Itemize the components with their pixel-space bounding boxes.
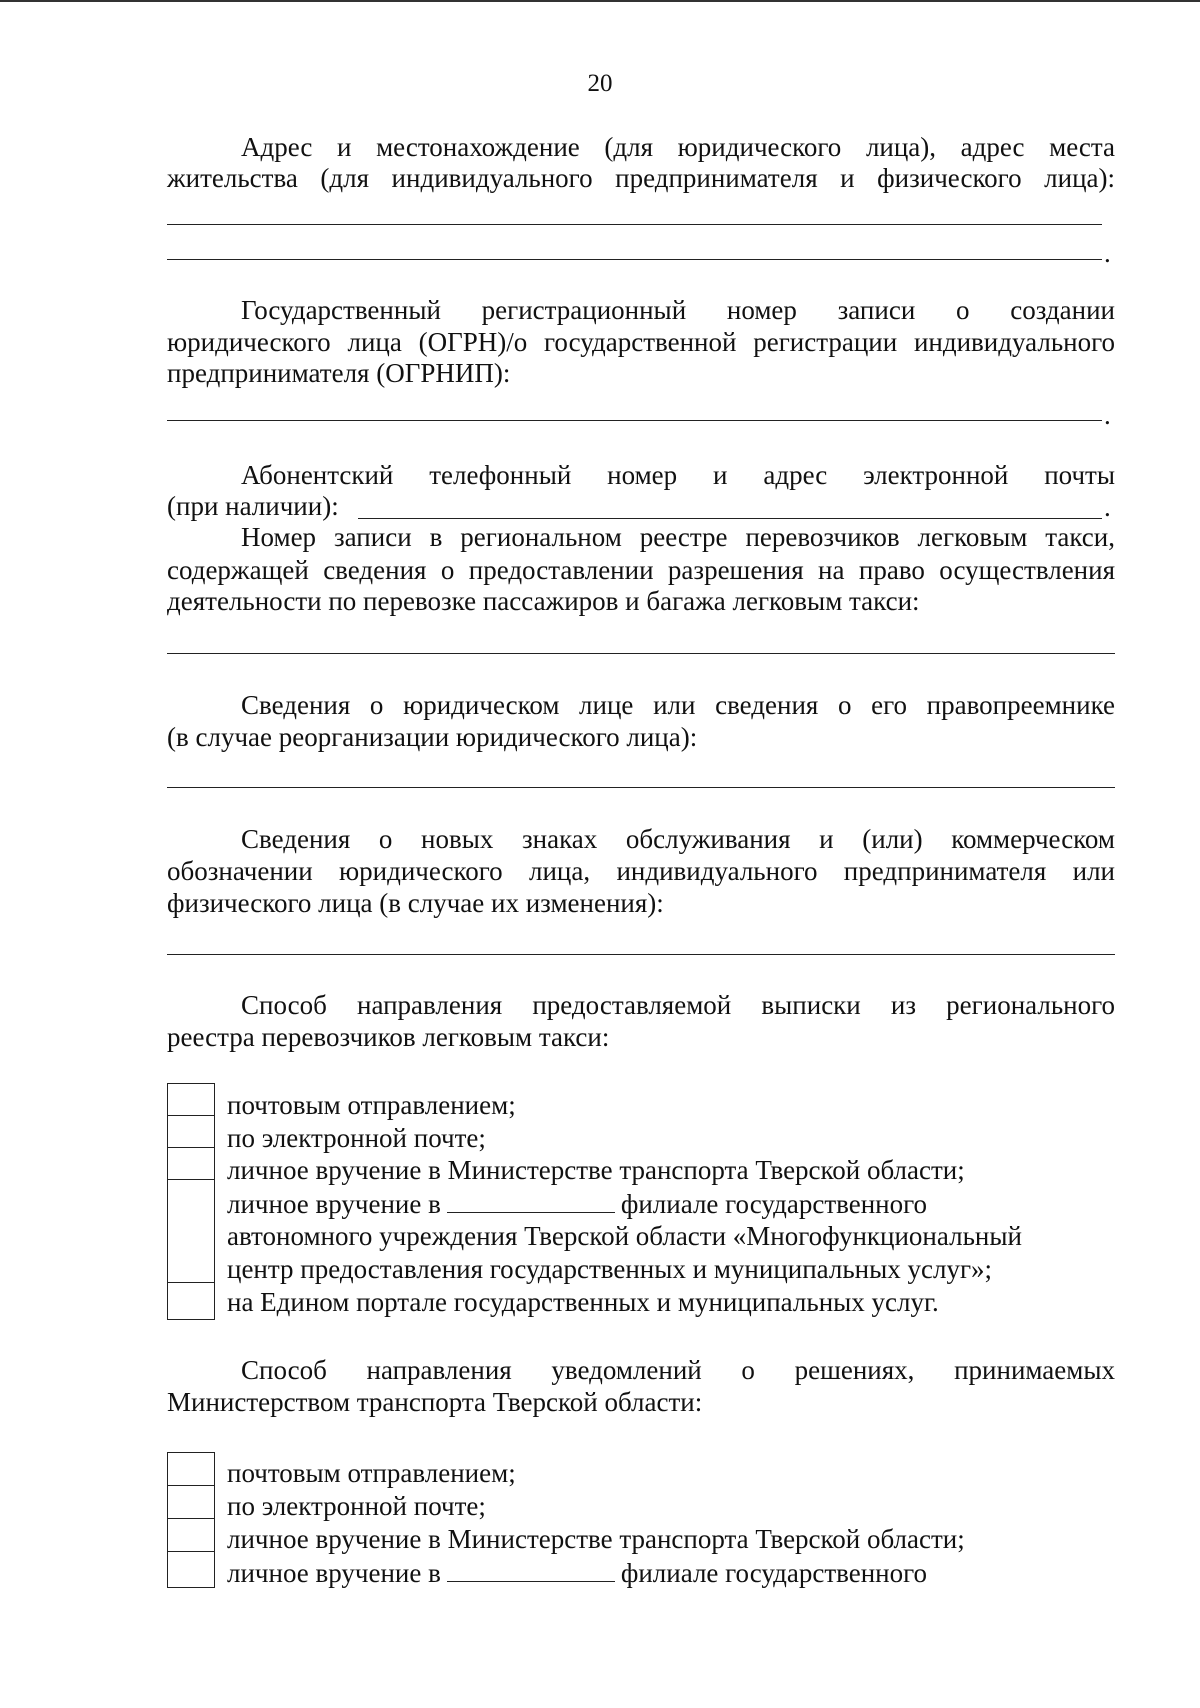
ogrn-answer-line[interactable] (167, 420, 1102, 421)
marks-line-3: физического лица (в случае их изменения): (167, 888, 664, 918)
registry-answer-line[interactable] (167, 653, 1115, 654)
ogrn-line-2: юридического лица (ОГРН)/о государственной регистрации индивидуального (167, 327, 1115, 357)
successor-line-2: (в случае реорганизации юридического лица): (167, 722, 698, 752)
extract-checkbox-ministry[interactable] (168, 1148, 214, 1180)
notice-option-email: по электронной почте; (227, 1491, 486, 1521)
notice-mfc-pre: личное вручение в (227, 1558, 441, 1588)
ogrn-line-1: Государственный регистрационный номер записи о создании (241, 295, 1115, 325)
extract-mfc-pre: личное вручение в (227, 1189, 441, 1219)
notice-checkbox-ministry[interactable] (168, 1519, 214, 1552)
notice-option-mfc-line-1 (227, 1557, 927, 1589)
notice-method-line-1: Способ направления уведомлений о решениях, принимаемых (241, 1355, 1115, 1385)
notice-option-ministry: личное вручение в Министерстве транспорта Тверской области; (227, 1524, 965, 1554)
extract-option-mfc-line-1 (227, 1188, 927, 1220)
extract-checkbox-mfc[interactable] (168, 1180, 214, 1283)
extract-method-line-1: Способ направления предоставляемой выписки из регионального (241, 990, 1115, 1020)
extract-checkbox-portal[interactable] (168, 1283, 214, 1318)
extract-option-ministry: личное вручение в Министерстве транспорта Тверской области; (227, 1155, 965, 1185)
marks-line-2: обозначении юридического лица, индивидуального предпринимателя или (167, 856, 1115, 886)
extract-method-line-2: реестра перевозчиков легковым такси: (167, 1022, 610, 1052)
successor-line-1: Сведения о юридическом лице или сведения о его правопреемнике (241, 690, 1115, 720)
notice-option-mail: почтовым отправлением; (227, 1458, 516, 1488)
terminal-dot: . (1104, 400, 1111, 430)
registry-line-3: деятельности по перевозке пассажиров и багажа легковым такси: (167, 586, 920, 616)
extract-mfc-post: филиале государственного (620, 1189, 928, 1219)
registry-line-1: Номер записи в региональном реестре перевозчиков легковым такси, (241, 522, 1115, 552)
extract-option-mfc-line-3: центр предоставления государственных и муниципальных услуг»; (227, 1254, 993, 1284)
address-line-1: Адрес и местонахождение (для юридического лица), адрес места (241, 132, 1115, 162)
address-line-2: жительства (для индивидуального предпринимателя и физического лица): (167, 163, 1115, 193)
marks-line-1: Сведения о новых знаках обслуживания и (или) коммерческом (241, 824, 1115, 854)
extract-option-mail: почтовым отправлением; (227, 1090, 516, 1120)
successor-answer-line[interactable] (167, 787, 1115, 788)
terminal-dot: . (1104, 492, 1111, 522)
scan-edge (0, 0, 1200, 2)
notice-checkbox-email[interactable] (168, 1486, 214, 1519)
ogrn-line-3: предпринимателя (ОГРНИП): (167, 358, 511, 388)
notice-checkbox-mail[interactable] (168, 1453, 214, 1486)
extract-option-mfc-line-2: автономного учреждения Тверской области «Многофункциональный (227, 1221, 1022, 1251)
notice-mfc-branch-blank[interactable] (447, 1557, 615, 1582)
address-answer-line-1[interactable] (167, 224, 1102, 225)
notice-method-line-2: Министерством транспорта Тверской области: (167, 1387, 703, 1417)
phone-line-2: (при наличии): (167, 491, 339, 521)
page-number: 20 (587, 70, 613, 97)
extract-checkbox-email[interactable] (168, 1116, 214, 1148)
terminal-dot: . (1104, 238, 1111, 268)
marks-answer-line[interactable] (167, 954, 1115, 955)
notice-checkbox-mfc[interactable] (168, 1552, 214, 1586)
extract-mfc-branch-blank[interactable] (447, 1188, 615, 1213)
phone-line-1: Абонентский телефонный номер и адрес электронной почты (241, 460, 1115, 490)
extract-option-email: по электронной почте; (227, 1123, 486, 1153)
phone-answer-line[interactable] (358, 518, 1102, 519)
extract-option-portal: на Едином портале государственных и муниципальных услуг. (227, 1287, 939, 1317)
address-answer-line-2[interactable] (167, 259, 1102, 260)
extract-checkbox-mail[interactable] (168, 1084, 214, 1116)
registry-line-2: содержащей сведения о предоставлении разрешения на право осуществления (167, 555, 1115, 585)
extract-checkbox-column (167, 1083, 215, 1320)
notice-mfc-post: филиале государственного (620, 1558, 928, 1588)
notice-checkbox-column (167, 1452, 215, 1588)
